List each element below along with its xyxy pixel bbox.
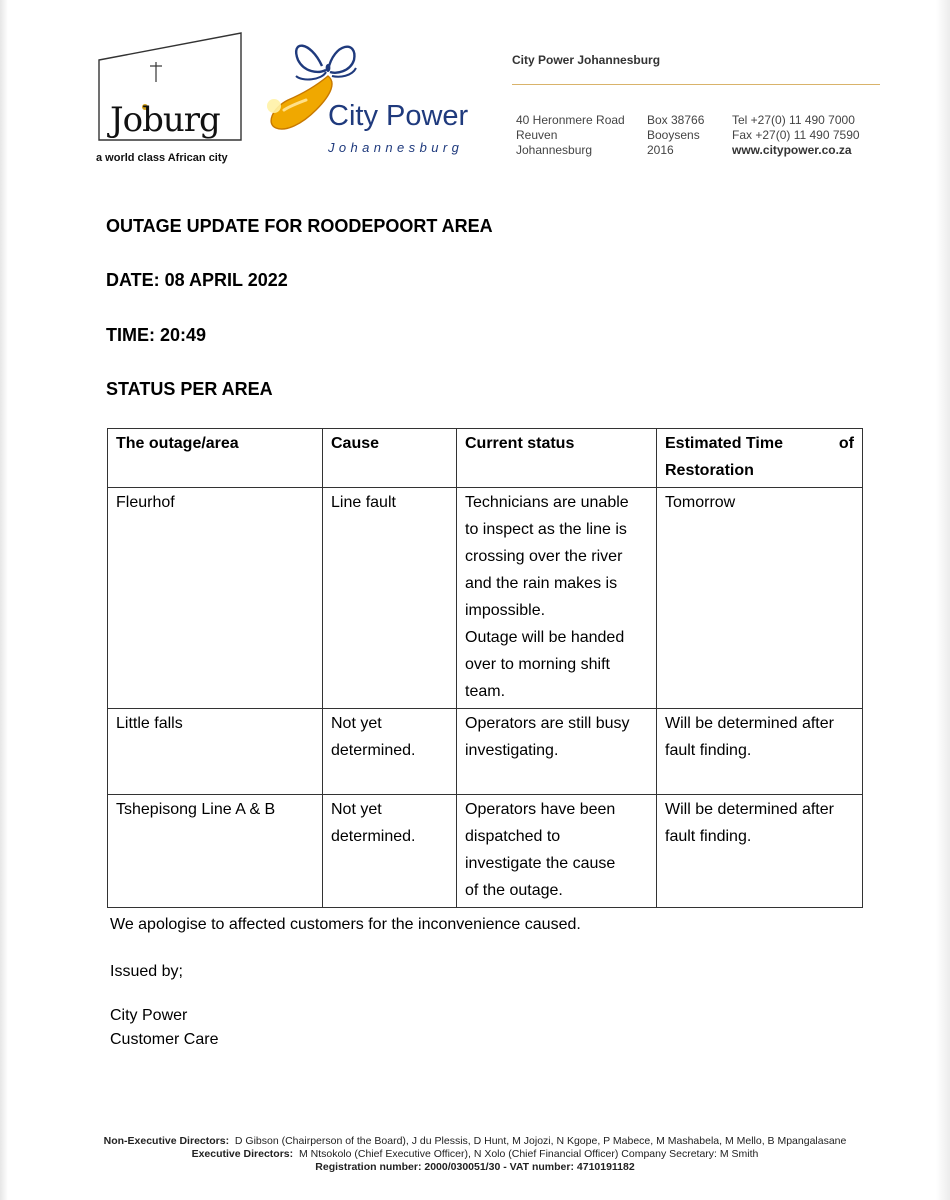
citypower-logo-subtitle: Johannesburg — [328, 140, 464, 155]
column-header: Estimated Time of Restoration — [657, 429, 863, 488]
apology-text: We apologise to affected customers for the inconvenience caused. — [110, 916, 581, 933]
table-row — [108, 795, 863, 908]
joburg-logo-text: Joburg — [110, 100, 220, 140]
registration-details: Registration number: 2000/030051/30 - VAT number: 4710191182 — [315, 1161, 635, 1173]
section-heading: STATUS PER AREA — [106, 379, 273, 399]
header-divider — [512, 84, 880, 85]
postal-address — [647, 113, 704, 158]
company-name: City Power Johannesburg — [512, 53, 661, 67]
status-cell: Operators are still busy investigating. — [457, 709, 657, 795]
area-cell: Little falls — [108, 709, 323, 795]
document-title: OUTAGE UPDATE FOR ROODEPOORT AREA — [106, 216, 493, 236]
address-line: 40 Heronmere Road — [516, 113, 625, 127]
table-row — [108, 709, 863, 795]
column-header: The outage/area — [108, 429, 323, 488]
fax: Fax +27(0) 11 490 7590 — [732, 128, 860, 142]
eta-cell: Will be determined after fault finding. — [657, 709, 863, 795]
citypower-logo-name: City Power — [328, 100, 469, 132]
area-cell: Tshepisong Line A & B — [108, 795, 323, 908]
street-address — [516, 113, 625, 158]
status-cell: Operators have been dispatched to investigate the cause of the outage. — [457, 795, 657, 908]
eta-cell: Will be determined after fault finding. — [657, 795, 863, 908]
status-cell: Technicians are unable to inspect as the line is crossing over the river and the rain makes is impossible. Outage will be handed over to morning shift team. — [457, 488, 657, 709]
page-edge — [0, 0, 8, 1200]
executive-directors: Executive Directors: M Ntsokolo (Chief Executive Officer), N Xolo (Chief Financial Officer) Company Secretary: M Smith — [191, 1148, 759, 1160]
joburg-logo — [96, 30, 246, 170]
document-date: DATE: 08 APRIL 2022 — [106, 270, 288, 290]
citypower-logo — [262, 36, 487, 166]
telephone: Tel +27(0) 11 490 7000 — [732, 113, 855, 127]
joburg-tagline: a world class African city — [96, 152, 228, 164]
page-shadow — [936, 0, 950, 1200]
column-header: Current status — [457, 429, 657, 488]
issuer-department: Customer Care — [110, 1031, 219, 1048]
postal-line: 2016 — [647, 143, 674, 157]
website: www.citypower.co.za — [732, 143, 852, 157]
cause-cell: Not yet determined. — [323, 709, 457, 795]
column-header: Cause — [323, 429, 457, 488]
address-line: Reuven — [516, 128, 558, 142]
cause-cell: Line fault — [323, 488, 457, 709]
nonexecutive-directors: Non-Executive Directors: D Gibson (Chairperson of the Board), J du Plessis, D Hunt, M Jojozi, N Kgope, P Mabece, M Mashabela, M Mello, B Mpangalasane — [103, 1135, 847, 1147]
footer — [0, 1135, 950, 1174]
status-table — [107, 428, 863, 908]
issuer-name: City Power — [110, 1007, 188, 1024]
eta-cell: Tomorrow — [657, 488, 863, 709]
table-row — [108, 488, 863, 709]
document-time: TIME: 20:49 — [106, 325, 207, 345]
table-header-row — [108, 429, 863, 488]
issued-by-label: Issued by; — [110, 963, 183, 980]
contact-details — [732, 113, 860, 158]
area-cell: Fleurhof — [108, 488, 323, 709]
cause-cell: Not yet determined. — [323, 795, 457, 908]
address-line: Johannesburg — [516, 143, 593, 157]
postal-line: Booysens — [647, 128, 700, 142]
postal-line: Box 38766 — [647, 113, 705, 127]
